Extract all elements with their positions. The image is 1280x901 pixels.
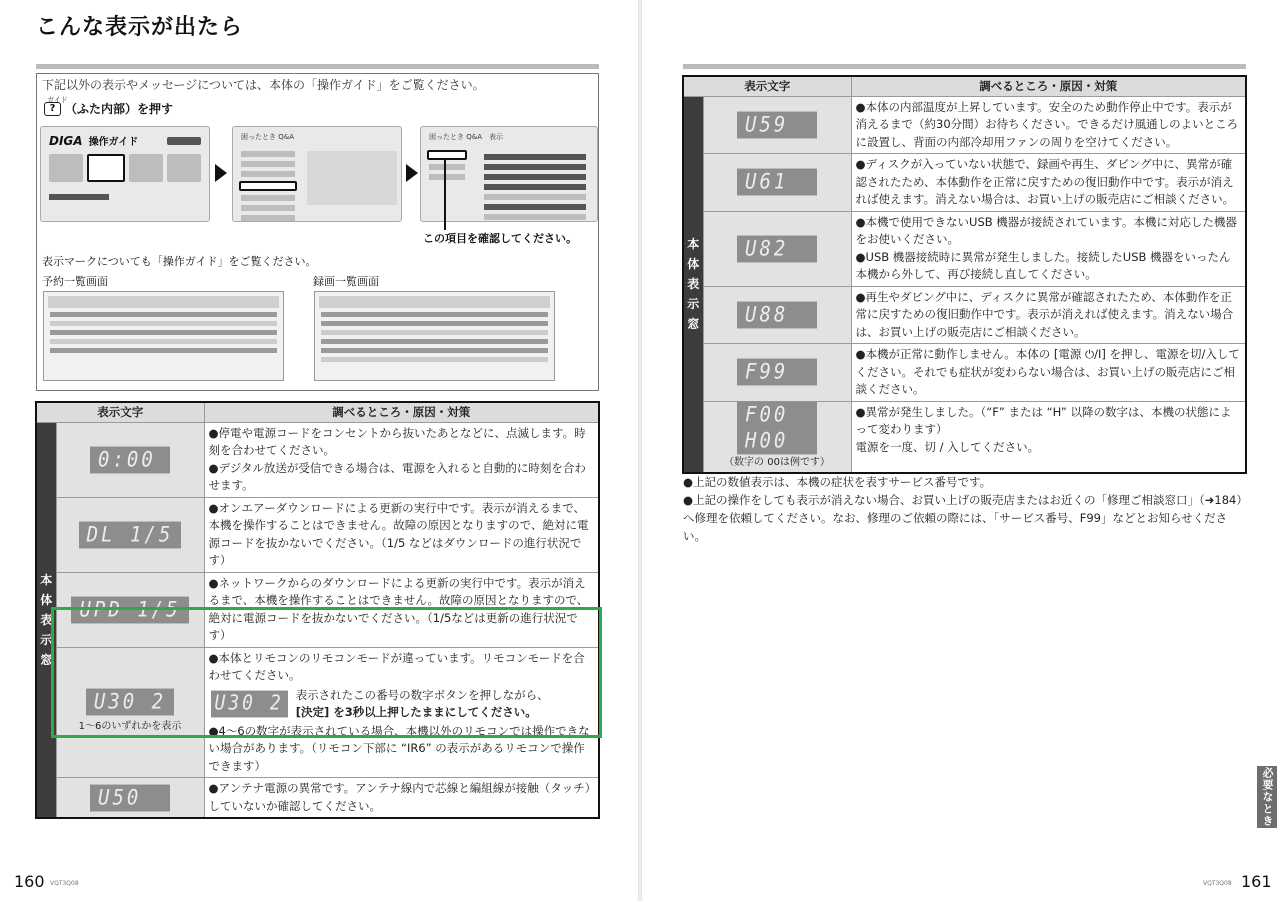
side-label: 本体表示窓: [683, 96, 703, 473]
screen-callout: この項目を確認してください。: [423, 232, 577, 245]
diga-logo: DIGA: [49, 133, 83, 148]
table-row: [683, 401, 1246, 473]
desc-line: ●デジタル放送が受信できる場合は、電源を入れると自動的に時刻を合わせます。: [208, 460, 586, 492]
page-title: こんな表示が出たら: [36, 15, 244, 40]
desc-line: ●停電や電源コードをコンセントから抜いたあとなどに、点滅します。時刻を合わせてください。: [208, 425, 586, 457]
title-rule: [36, 64, 599, 69]
col-header-desc: 調べるところ・原因・対策: [851, 76, 1246, 96]
display-code: U88: [737, 301, 817, 328]
display-code: F99: [737, 359, 817, 386]
screen3-heading: 困ったとき Q&A 表示: [429, 133, 503, 141]
inline-text: 表示されたこの番号の数字ボタンを押しながら、: [295, 687, 549, 702]
error-table-right: [682, 75, 1247, 474]
display-code: U59: [737, 111, 817, 138]
intro-text: 下記以外の表示やメッセージについては、本体の「操作ガイド」をご覧ください。: [42, 78, 485, 92]
desc-line: ●異常が発生しました。（“F” または “H” 以降の数字は、本機の状態によって変わります）: [855, 404, 1232, 436]
page-code-left: VQT3Q08: [50, 880, 79, 887]
screen1-heading: 操作ガイド: [88, 137, 139, 148]
display-code: U82: [737, 235, 817, 262]
display-code: DL 1/5: [79, 521, 182, 548]
title-rule-right: [683, 64, 1246, 69]
desc-line: ●4〜6の数字が表示されている場合、本機以外のリモコンでは操作できない場合があります。（リモコン下部に “IR6” の表示があるリモコンで操作できます）: [208, 723, 590, 773]
page-gutter: [638, 0, 642, 901]
arrow-right-icon: [406, 164, 418, 182]
inline-text: [決定] を3秒以上押したままにしてください。: [295, 704, 537, 719]
display-code: U30 2: [86, 688, 174, 715]
note-line: ●上記の操作をしても表示が消えない場合、お買い上げの販売店またはお近くの「修理ご相談窓口」（➜184）へ修理を依頼してください。なお、修理のご依頼の際には、「サービス番号、F99」などとお知らせください。: [683, 493, 1248, 543]
code-subtext: 1〜6のいずれかを表示: [78, 720, 182, 732]
guide-key-caption: ガイド: [47, 96, 68, 104]
thumb-right-label: 録画一覧画面: [313, 275, 379, 288]
desc-line: ●本機で使用できないUSB 機器が接続されています。本機に対応した機器をお使いください。: [855, 214, 1237, 246]
desc-line: ●ネットワークからのダウンロードによる更新の実行中です。表示が消えるまで、本機を操作することはできません。故障の原因となりますので、絶対に電源コードを抜かないでください。（1/5などは更新の進行状況です）: [208, 575, 589, 642]
col-header-display: 表示文字: [683, 76, 851, 96]
display-code: U50: [90, 784, 170, 811]
page-code-right: VQT3Q08: [1203, 880, 1232, 887]
thumb-left-label: 予約一覧画面: [42, 275, 108, 288]
arrow-right-icon: [215, 164, 227, 182]
guide-screen-3: [420, 126, 598, 222]
table-row: [683, 96, 1246, 154]
desc-line: ●本機が正常に動作しません。本体の [電源 ⏻/I] を押し、電源を切/入してください。それでも症状が変わらない場合は、お買い上げの販売店にご相談ください。: [855, 347, 1240, 396]
table-row: [36, 422, 599, 497]
side-label: 本体表示窓: [36, 422, 56, 818]
note-line: ●上記の数値表示は、本機の症状を表すサービス番号です。: [683, 475, 992, 489]
guide-key-icon: ?: [44, 102, 61, 116]
table-row: [683, 154, 1246, 212]
table-row: [683, 211, 1246, 286]
col-header-desc: 調べるところ・原因・対策: [204, 402, 599, 422]
col-header-display: 表示文字: [36, 402, 204, 422]
recording-list-thumb: [314, 291, 555, 381]
screen2-heading: 困ったとき Q&A: [241, 133, 294, 141]
guide-instruction: [44, 100, 173, 117]
code-subtext: （数字の 00は例です）: [724, 456, 830, 468]
table-row: [683, 286, 1246, 344]
section-tab: 必要なとき: [1257, 766, 1277, 828]
callout-leader: [444, 160, 446, 230]
notes: [683, 473, 1249, 545]
reservation-list-thumb: [43, 291, 284, 381]
display-code: 0:00: [90, 446, 170, 473]
highlight-box: [51, 607, 602, 738]
desc-line: ●アンテナ電源の異常です。アンテナ線内で芯線と編組線が接触（タッチ）していないか確認してください。: [208, 781, 591, 813]
inline-display-code: U30 2: [211, 690, 288, 717]
display-mark-note: 表示マークについても「操作ガイド」をご覧ください。: [42, 255, 317, 268]
display-code: U61: [737, 169, 817, 196]
guide-screen-1: [40, 126, 210, 222]
desc-line: ●オンエアーダウンロードによる更新の実行中です。表示が消えるまで、本機を操作することはできません。故障の原因となりますので、絶対に電源コードを抜かないでください。（1/5 などはダウンロードの進行状況です）: [208, 500, 589, 567]
table-row: [36, 497, 599, 572]
guide-screen-2: [232, 126, 402, 222]
display-code: UPD 1/5: [71, 596, 188, 623]
desc-line: ●再生やダビング中に、ディスクに異常が確認されたため、本体動作を正常に戻すための復旧動作中です。表示が消えれば使えます。消えない場合は、お買い上げの販売店にご相談ください。: [855, 289, 1234, 339]
guide-key-label: （ふた内部）を押す: [65, 102, 174, 116]
table-row: [36, 778, 599, 819]
desc-line: ●ディスクが入っていない状態で、録画や再生、ダビング中に、異常が確認されたため、本体動作を正常に戻すための復旧動作中です。表示が消えれば使えます。消えない場合は、お買い上げの販売店にご相談ください。: [855, 157, 1235, 206]
page-number-right: 161: [1241, 872, 1272, 891]
desc-line: ●本体とリモコンのリモコンモードが違っています。リモコンモードを合わせてください。: [208, 650, 585, 682]
desc-line: 電源を一度、切 / 入してください。: [855, 439, 1040, 454]
desc-line: ●USB 機器接続時に異常が発生しました。接続したUSB 機器をいったん本機から外して、再び接続し直してください。: [855, 249, 1231, 281]
display-code: F00: [737, 401, 817, 428]
desc-line: ●本体の内部温度が上昇しています。安全のため動作停止中です。表示が消えるまで（約30分間）お待ちください。できるだけ風通しのよいところに設置し、背面の内部冷却用ファンの周りを空けてください。: [855, 99, 1239, 149]
page-number-left: 160: [14, 872, 45, 891]
table-row: [683, 344, 1246, 402]
display-code: H00: [737, 427, 817, 454]
